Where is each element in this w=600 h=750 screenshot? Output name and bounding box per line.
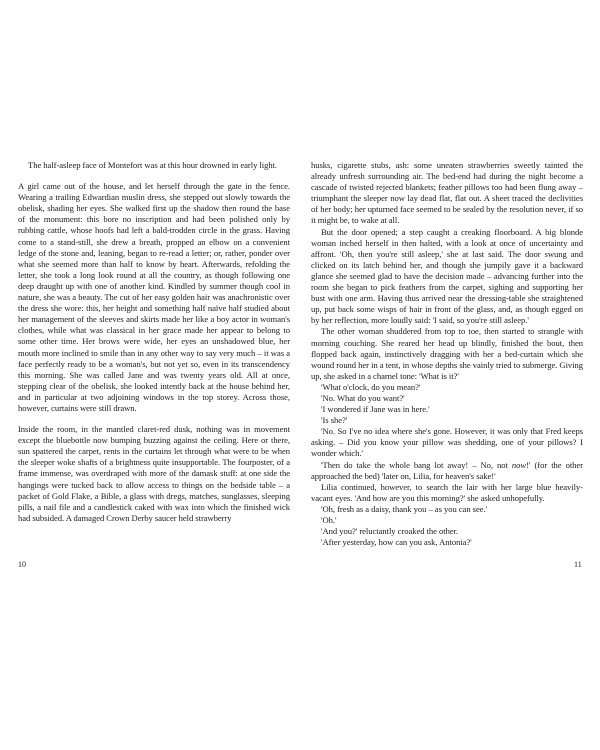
dialogue-text: 'Then do take the whole bang lot away! – No, not bbox=[321, 459, 512, 470]
dialogue-line: 'I wondered if Jane was in here.' bbox=[321, 404, 430, 415]
left-page bbox=[18, 160, 290, 524]
paragraph: The half-asleep face of Montefort was at this hour drowned in early light. bbox=[28, 160, 278, 170]
paragraph: Lilia continued, however, to search the lair with her large blue heavily-vacant eyes. 'And how are you this morning?' she asked unhopefully. bbox=[311, 481, 583, 503]
paragraph: The other woman shuddered from top to toe, then started to strangle with morning couching. She reared her head up blindly, finished the bout, then flopped back again, instinctively dragging with her a bed-curtain which she wound round her in a tent, in whose depths she vainly tried to submerge. Giving up, she asked in a charnel tone: 'What is it?' bbox=[311, 326, 583, 381]
paragraph: A girl came out of the house, and let herself through the gate in the fence. Wearing a trailing Edwardian muslin dress, she stepped out slowly towards the obelisk, shading her eyes. She walked first up the shadow then round the base of the monument: this bore no inscription and had been polished only by rubbing cattle, whose hoofs had left a bald-trodden circle in the grass. Having come to a stand-still, she drew a breath, propped an elbow on a convenient ledge of the stone and, leaning, began to re-read a letter; or, rather, ponder over what she seemed more than half to know by heart. Afterwards, refolding the letter, she took a long look round at all the country, as though following one deep draught up with one of another kind. Kindled by summer though cool in nature, she was a beauty. The cut of her easy golden hair was anachronistic over the dress she wore: this, her height and something half naïve half studied about her management of the sleeves and skirts made her like a boy actor in woman's clothes, while what was classical in her grace made her appear to belong to some other time. Her brows were wide, her eyes an unshadowed blue, her mouth more inclined to smile than in any other way to say very much – it was a face perfectly ready to be a woman's, but not yet so, even in its transcendency this morning. She was called Jane and was twenty years old. All at once, stepping clear of the obelisk, she looked intently back at the house behind her, and in particular at two adjoining windows in the top storey. Across those, however, curtains were still drawn. bbox=[18, 181, 290, 413]
dialogue-line: 'And you?' reluctantly croaked the other. bbox=[321, 526, 459, 537]
dialogue-line: 'No. So I've no idea where she's gone. However, it was only that Fred keeps asking. – Did you know your pillow was shedding, one of your pillows? I wonder which.' bbox=[311, 426, 583, 459]
paragraph: husks, cigarette stubs, ash: some uneaten strawberries sweetly tainted the already unfresh surrounding air. The bed-end had during the night become a cascade of twisted rejected blankets; feather pillows too had been flung away – triumphant the sleeper now lay dead flat, flat out. A sheet traced the declivities of her body; her upturned face seemed to be sealed by the resolution never, if so it might be, to wake at all. bbox=[311, 160, 583, 226]
paragraph: Inside the room, in the mantled claret-red dusk, nothing was in movement except the bluebottle now bumping buzzing against the ceiling. Here or there, sun spattered the carpet, rents in the curtains let through what were to be when the sleeper woke shafts of a brightness quite insupportable. The fourposter, of a frame immense, was overdraped with more of the damask stuff: at one side the hangings were tucked back to allow access to things on the bedside table – a packet of Gold Flake, a Bible, a glass with dregs, matches, sunglasses, sleeping pills, a nail file and a candlestick caked with wax into which the finished wick had subsided. A damaged Crown Derby saucer held strawberry bbox=[18, 424, 290, 523]
paragraph: But the door opened; a step caught a creaking floorboard. A big blonde woman inched herself in then halted, with a look at once of uncertainty and affront. 'Oh, then you're still asleep,' she at last said. The door swung and clicked on its latch behind her, and though she jumpily gave it a backward glance she seemed glad to have the decision made – advancing further into the room she began to pick feathers from the carpet, sighing and supporting her bust with one arm. Having thus arrived near the dressing-table she straightened up, put back some wisps of hair in front of the glass, and, as though egged on by her reflection, more loudly said: 'I said, so you're still asleep.' bbox=[311, 226, 583, 326]
page-number-left: 10 bbox=[18, 560, 26, 569]
emphasis-text: now bbox=[511, 459, 527, 470]
dialogue-line: 'After yesterday, how can you ask, Antonia?' bbox=[321, 537, 472, 548]
dialogue-text: !' (for the other approached the bed) 'later on, Lilia, for heaven's sake!' bbox=[311, 459, 583, 481]
right-page bbox=[311, 160, 583, 548]
dialogue-line: 'Is she?' bbox=[321, 415, 348, 426]
dialogue-line: 'Oh.' bbox=[321, 515, 337, 525]
page-number-right: 11 bbox=[574, 560, 582, 569]
dialogue-line: 'Oh, fresh as a daisy, thank you – as you can see.' bbox=[321, 503, 488, 514]
dialogue-line: 'No. What do you want?' bbox=[321, 392, 405, 403]
dialogue-line bbox=[311, 460, 583, 482]
dialogue-line: 'What o'clock, do you mean?' bbox=[321, 381, 421, 392]
